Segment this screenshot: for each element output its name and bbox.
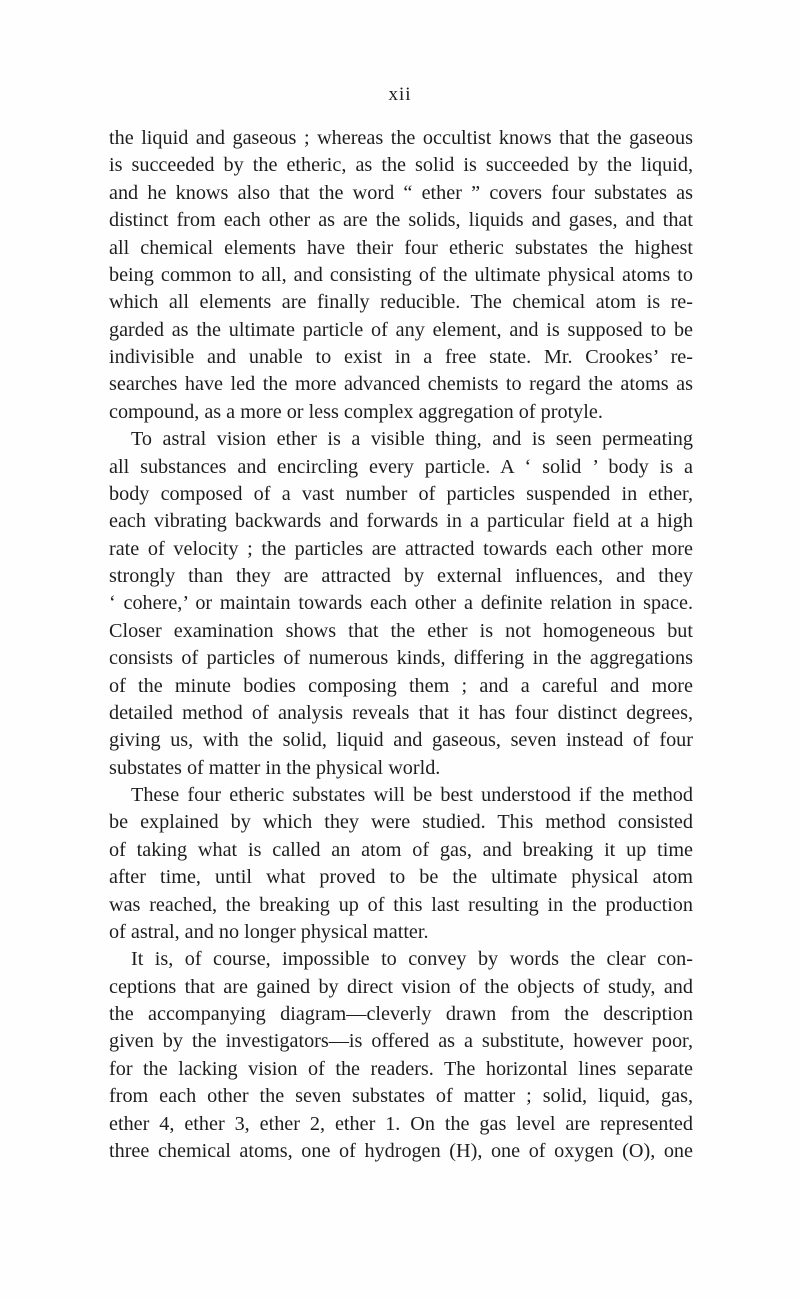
- text-line: of astral, and no longer physical matter.: [109, 920, 429, 943]
- text-line: These four etheric substates will be best understood if the method: [131, 784, 693, 806]
- text-line: and he knows also that the word “ ether ” covers four substates as: [109, 181, 693, 204]
- text-line: for the lacking vision of the readers. The horizontal lines separate: [109, 1057, 693, 1080]
- text-line: Closer examination shows that the ether is not homogeneous but: [109, 619, 693, 642]
- text-line: strongly than they are attracted by external influences, and they: [109, 565, 693, 587]
- text-line: rate of velocity ; the particles are attracted towards each other more: [109, 537, 693, 560]
- text-line: all chemical elements have their four etheric substates the highest: [109, 236, 693, 259]
- text-line: the accompanying diagram—cleverly drawn from the description: [109, 1003, 693, 1025]
- text-line: ‘ cohere,’ or maintain towards each other a definite relation in space.: [109, 592, 693, 615]
- text-line: consists of particles of numerous kinds, differing in the aggregations: [109, 647, 693, 670]
- text-line: searches have led the more advanced chemists to regard the atoms as: [109, 373, 693, 396]
- body-text: [109, 125, 693, 1165]
- text-line: the liquid and gaseous ; whereas the occultist knows that the gaseous: [109, 127, 693, 149]
- text-line: compound, as a more or less complex aggregation of protyle.: [109, 400, 603, 423]
- text-line: was reached, the breaking up of this last resulting in the production: [109, 893, 693, 916]
- text-line: each vibrating backwards and forwards in a particular field at a high: [109, 510, 693, 533]
- text-line: giving us, with the solid, liquid and gaseous, seven instead of four: [109, 729, 693, 752]
- paragraph: [109, 125, 693, 426]
- text-line: be explained by which they were studied. This method consisted: [109, 811, 693, 834]
- text-line: To astral vision ether is a visible thing, and is seen permeating: [131, 428, 693, 451]
- text-line: is succeeded by the etheric, as the solid is succeeded by the liquid,: [109, 154, 693, 177]
- text-line: which all elements are finally reducible. The chemical atom is re-: [109, 291, 693, 314]
- text-line: given by the investigators—is offered as a substitute, however poor,: [109, 1030, 693, 1053]
- text-line: being common to all, and consisting of the ultimate physical atoms to: [109, 263, 693, 286]
- paragraph: [109, 946, 693, 1165]
- text-line: of taking what is called an atom of gas, and breaking it up time: [109, 838, 693, 861]
- text-line: from each other the seven substates of matter ; solid, liquid, gas,: [109, 1085, 693, 1108]
- text-line: garded as the ultimate particle of any element, and is supposed to be: [109, 318, 693, 341]
- text-line: of the minute bodies composing them ; and a careful and more: [109, 674, 693, 697]
- text-line: substates of matter in the physical world.: [109, 756, 441, 779]
- text-line: It is, of course, impossible to convey by words the clear con-: [131, 948, 693, 971]
- text-line: ceptions that are gained by direct vision of the objects of study, and: [109, 975, 693, 998]
- text-line: body composed of a vast number of particles suspended in ether,: [109, 482, 693, 505]
- page-number: xii: [388, 84, 412, 105]
- text-line: all substances and encircling every particle. A ‘ solid ’ body is a: [109, 455, 693, 478]
- text-line: distinct from each other as are the solids, liquids and gases, and that: [109, 209, 693, 232]
- paragraph: [109, 426, 693, 782]
- text-line: indivisible and unable to exist in a free state. Mr. Crookes’ re-: [109, 346, 693, 368]
- text-line: ether 4, ether 3, ether 2, ether 1. On the gas level are represented: [109, 1112, 693, 1135]
- paragraph: [109, 782, 693, 946]
- text-line: detailed method of analysis reveals that it has four distinct degrees,: [109, 701, 693, 724]
- text-line: after time, until what proved to be the ultimate physical atom: [109, 866, 693, 889]
- text-line: three chemical atoms, one of hydrogen (H), one of oxygen (O), one: [109, 1139, 693, 1162]
